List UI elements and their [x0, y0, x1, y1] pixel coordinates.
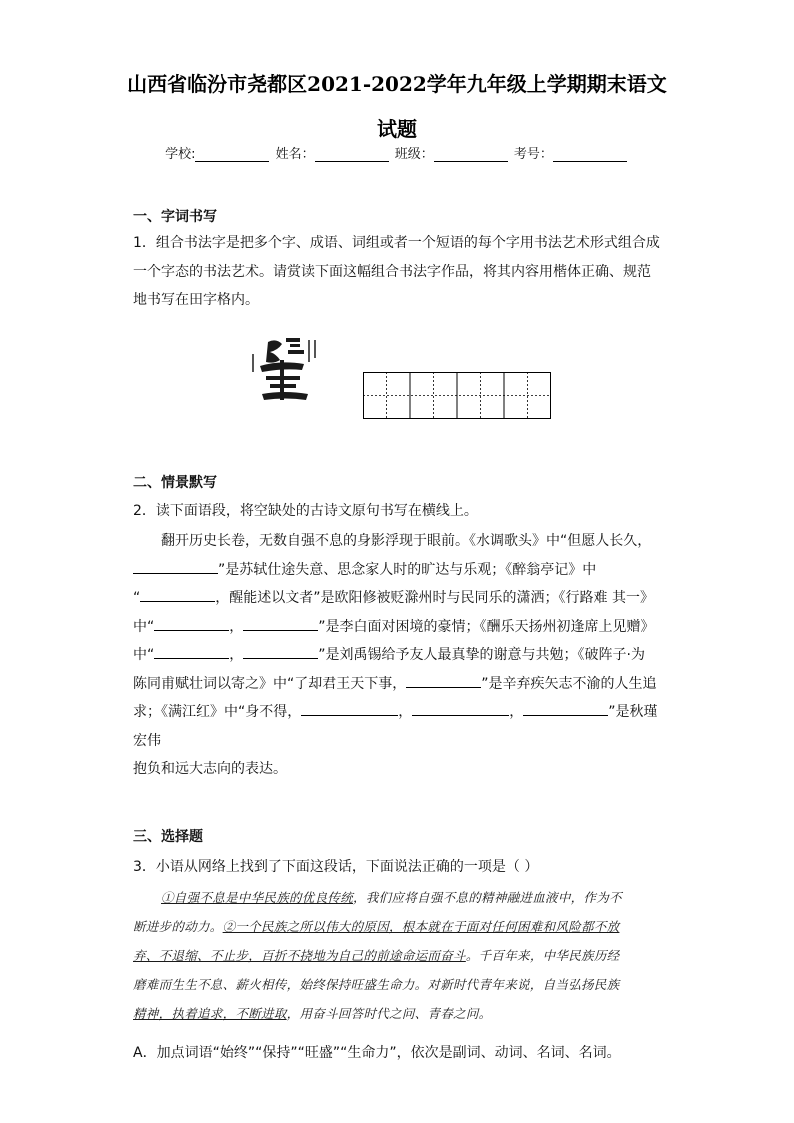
class-blank[interactable] — [434, 147, 508, 162]
passage-line: 弃、不退缩、不止步，百折不挠地为自己的前途命运而奋斗。千百年来，中华民族历经 — [133, 948, 620, 963]
section-heading-3: 三、选择题 — [133, 829, 203, 845]
passage-line: “ ，醒能述以文者”是欧阳修被贬滁州时与民同乐的潇洒；《行路难 其一》 — [133, 584, 663, 613]
passage-line: 翻开历史长卷，无数自强不息的身影浮现于眼前。《水调歌头》中“但愿人长久， — [161, 533, 652, 549]
answer-blank[interactable] — [301, 699, 398, 716]
passage-line: 中“ ， ”是刘禹锡给予友人最真挚的谢意与共勉；《破阵子·为 — [133, 641, 663, 670]
school-label: 学校: — [165, 147, 196, 162]
section-heading-1: 一、字词书写 — [133, 209, 217, 225]
answer-blank[interactable] — [154, 614, 229, 631]
handwritten-passage — [133, 883, 663, 1028]
number-blank[interactable] — [553, 147, 627, 162]
question-2-passage — [133, 527, 663, 784]
name-blank[interactable] — [315, 147, 389, 162]
passage-line: 断进步的动力。②一个民族之所以伟大的原因，根本就在于面对任何困难和风险都不放 — [133, 919, 620, 934]
answer-blank[interactable] — [406, 671, 481, 688]
passage-line: 陈同甫赋壮词以寄之》中“了却君王天下事， ”是辛弃疾矢志不渝的人生追 — [133, 670, 663, 699]
passage-line: ”是苏轼仕途失意、思念家人时的旷达与乐观；《醉翁亭记》中 — [133, 556, 663, 585]
passage-line: 中“ ， ”是李白面对困境的豪情；《酬乐天扬州初逢席上见赠》 — [133, 613, 663, 642]
page-title-line2: 试题 — [377, 117, 417, 141]
answer-blank[interactable] — [133, 557, 218, 574]
passage-line: 磨难而生生不息、薪火相传，始终保持旺盛生命力。对新时代青年来说，自当弘扬民族 — [133, 977, 620, 992]
name-label: 姓名： — [275, 147, 315, 162]
passage-line: ①自强不息是中华民族的优良传统，我们应将自强不息的精神融进血液中，作为不 — [161, 890, 622, 905]
question-1-text: 1．组合书法字是把多个字、成语、词组或者一个短语的每个字用书法艺术形式组合成一个字态的书法艺术。请赏读下面这幅组合书法字作品，将其内容用楷体正确、规范地书写在田字格内。 — [133, 235, 660, 308]
passage-line: 求；《满江红》中“身不得， ， ， ”是秋瑾宏伟 — [133, 698, 663, 755]
answer-blank[interactable] — [523, 699, 608, 716]
question-3-text: 3．小语从网络上找到了下面这段话，下面说法正确的一项是（ ） — [133, 859, 539, 875]
answer-blank[interactable] — [154, 642, 229, 659]
question-2-text: 2．读下面语段，将空缺处的古诗文原句书写在横线上。 — [133, 503, 478, 519]
number-label: 考号： — [513, 147, 553, 162]
answer-blank[interactable] — [140, 585, 215, 602]
tianzige-grid[interactable] — [363, 372, 551, 419]
page-title: 山西省临汾市尧都区2021-2022学年九年级上学期期末语文 — [127, 72, 667, 96]
option-a: A．加点词语“始终”“保持”“旺盛”“生命力”，依次是副词、动词、名词、名词。 — [133, 1045, 621, 1061]
answer-blank[interactable] — [243, 614, 318, 631]
school-blank[interactable] — [195, 147, 269, 162]
answer-blank[interactable] — [412, 699, 509, 716]
section-heading-2: 二、情景默写 — [133, 475, 217, 491]
passage-line: 抱负和远大志向的表达。 — [133, 761, 287, 777]
calligraphy-image — [250, 332, 322, 408]
passage-line: 精神，执着追求，不断进取，用奋斗回答时代之问、青春之问。 — [133, 1006, 492, 1021]
answer-blank[interactable] — [243, 642, 318, 659]
class-label: 班级： — [394, 147, 434, 162]
student-info-row — [0, 143, 794, 162]
